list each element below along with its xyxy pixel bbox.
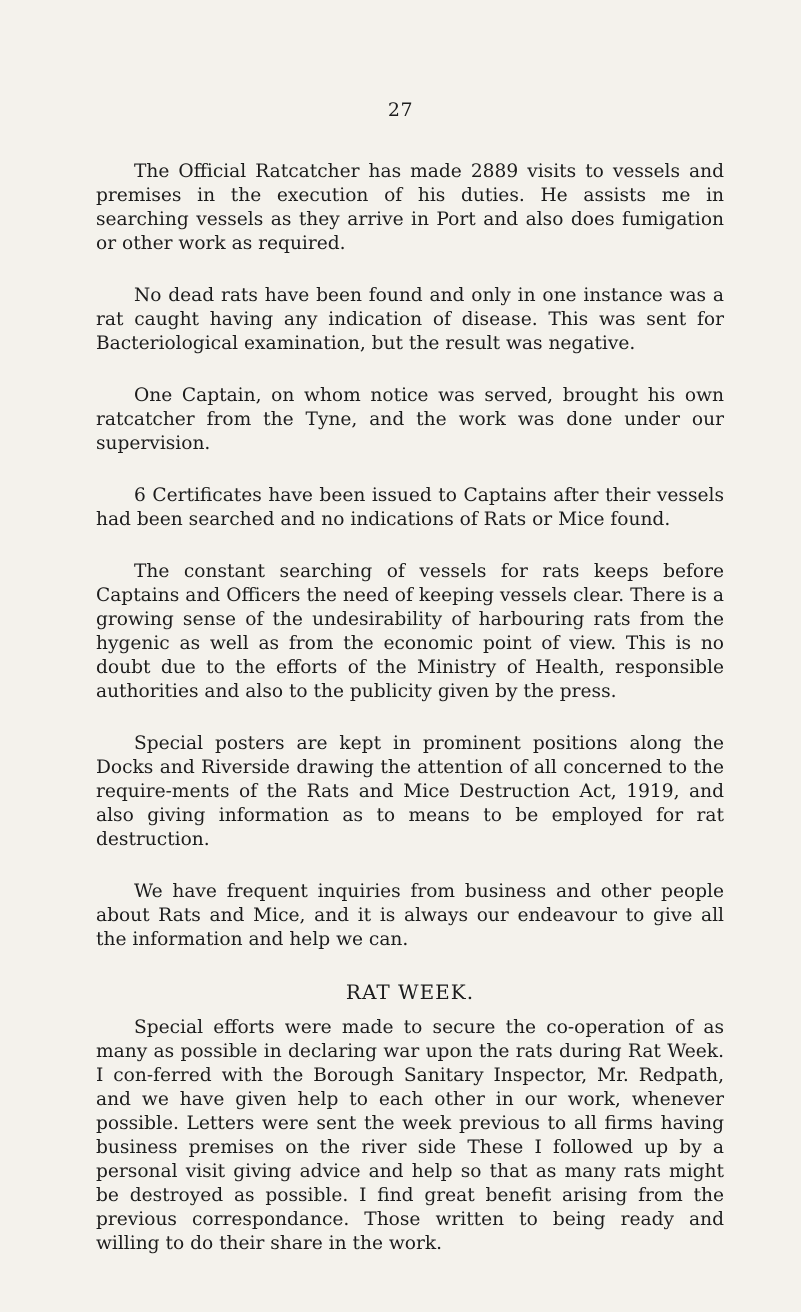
paragraph-constant-searching: The constant searching of vessels for rats keeps before Captains and Officers the need of keeping vessels clear. There is a growing sense of the undesirability of harbouring rats from the hygenic as well as from the economic point of view. This is no doubt due to the efforts of the Ministry of Health, responsible authorities and also to the publicity given by the press. (96, 561, 724, 702)
section-heading-rat-week: RAT WEEK. (345, 980, 475, 1004)
paragraph-ratcatcher-visits: The Official Ratcatcher has made 2889 visits to vessels and premises in the execution of his duties. He assists me in searching vessels as they arrive in Port and also does fumigation or other work as required. (96, 161, 724, 254)
paragraph-captain-ratcatcher: One Captain, on whom notice was served, brought his own ratcatcher from the Tyne, and the work was done under our supervision. (96, 385, 724, 454)
paragraph-certificates: 6 Certificates have been issued to Captains after their vessels had been searched and no indications of Rats or Mice found. (96, 485, 724, 530)
page-number: 27 (387, 99, 414, 121)
document-body (96, 160, 724, 1256)
paragraph-dead-rats: No dead rats have been found and only in one instance was a rat caught having any indication of disease. This was sent for Bacteriological examination, but the result was negative. (96, 285, 724, 354)
paragraph-rat-week: Special efforts were made to secure the co-operation of as many as possible in declaring war upon the rats during Rat Week. I con-ferred with the Borough Sanitary Inspector, Mr. Redpath, and we have given help to each other in our work, whenever possible. Letters were sent the week previous to all firms having business premises on the river side These I followed up by a personal visit giving advice and help so that as many rats might be destroyed as possible. I find great benefit arising from the previous correspondance. Those written to being ready and willing to do their share in the work. (96, 1017, 724, 1254)
paragraph-special-posters: Special posters are kept in prominent positions along the Docks and Riverside drawing the attention of all concerned to the require-ments of the Rats and Mice Destruction Act, 1919, and also giving information as to means to be employed for rat destruction. (96, 733, 724, 850)
paragraph-frequent-inquiries: We have frequent inquiries from business and other people about Rats and Mice, and it is always our endeavour to give all the information and help we can. (96, 881, 724, 950)
